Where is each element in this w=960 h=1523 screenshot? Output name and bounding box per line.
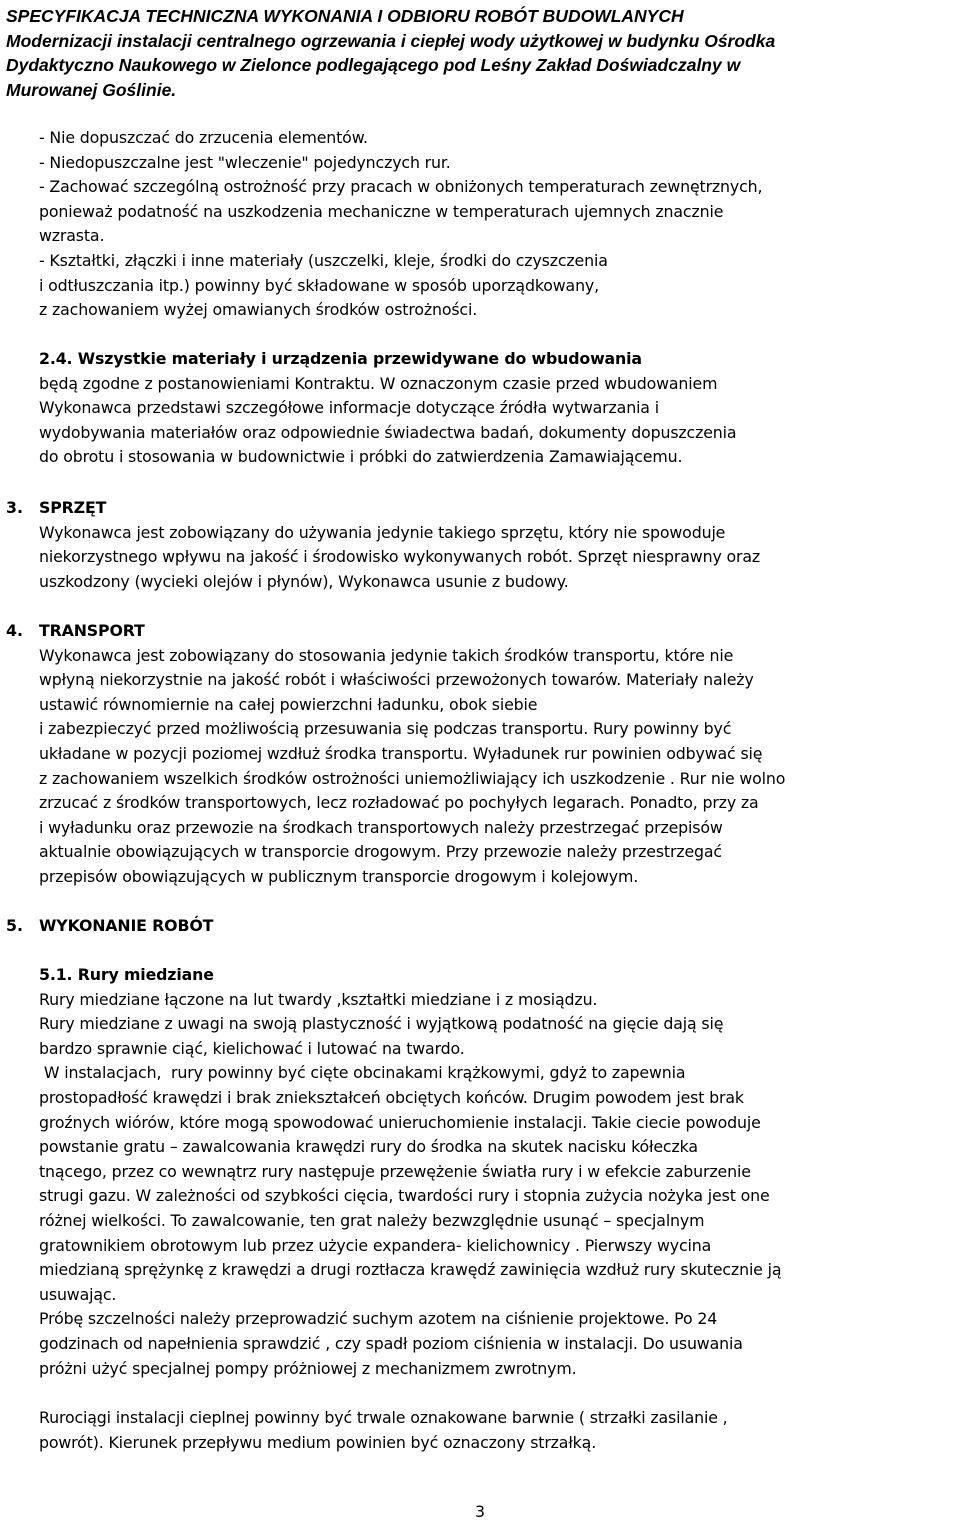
text-line: aktualnie obowiązujących w transporcie drogowym. Przy przewozie należy przestrzegać [39,842,722,862]
text-line: - Kształtki, złączki i inne materiały (uszczelki, kleje, środki do czyszczenia [39,250,608,270]
page-number: 3 [474,1502,486,1521]
section-3 [39,496,960,594]
section-3-number: 3. [6,498,23,517]
text-line: tnącego, przez co wewnątrz rury następuje przewężenie światła rury i w efekcie zaburzenie [39,1161,751,1181]
text-line: Próbę szczelności należy przeprowadzić suchym azotem na ciśnienie projektowe. Po 24 [39,1309,718,1329]
section-2-4 [39,347,960,470]
header-subtitle-line: Murowanej Goślinie. [6,79,177,100]
section-heading [39,347,960,372]
intro-paragraph [39,126,960,323]
text-line: i zabezpieczyć przed możliwością przesuwania się podczas transportu. Rury powinny być [39,719,732,739]
section-5-number: 5. [6,916,23,935]
section-title: SPRZĘT [39,498,107,517]
text-line: groźnych wiórów, które mogą spowodować unieruchomienie instalacji. Takie ciecie powoduje [39,1112,761,1132]
section-title: TRANSPORT [39,621,145,640]
text-line: Rury miedziane z uwagi na swoją plastyczność i wyjątkową podatność na gięcie dają się [39,1014,724,1034]
header-title: SPECYFIKACJA TECHNICZNA WYKONANIA I ODBIORU ROBÓT BUDOWLANYCH [6,6,684,26]
text-line: Wykonawca jest zobowiązany do stosowania jedynie takich środków transportu, które nie [39,645,734,665]
text-line: bardzo sprawnie ciąć, kielichować i lutować na twardo. [39,1038,465,1058]
document-header [6,4,936,102]
text-line: godzinach od napełnienia sprawdzić , czy spadł poziom ciśnienia w instalacji. Do usuwania [39,1333,743,1353]
text-line: wpłyną niekorzystnie na jakość robót i właściwości przewożonych towarów. Materiały należy [39,670,754,690]
text-line: Rury miedziane łączone na lut twardy ,kształtki miedziane i z mosiądzu. [39,989,598,1009]
section-number: 5.1. [39,965,73,984]
text-line: usuwając. [39,1284,117,1304]
text-line: uszkodzony (wycieki olejów i płynów), Wykonawca usunie z budowy. [39,571,569,591]
header-subtitle-line: Modernizacji instalacji centralnego ogrzewania i ciepłej wody użytkowej w budynku Ośrodka [6,30,776,51]
text-line: ponieważ podatność na uszkodzenia mechaniczne w temperaturach ujemnych znacznie [39,201,724,221]
text-line: zrzucać z środków transportowych, lecz rozładować po pochyłych legarach. Ponadto, przy za [39,793,759,813]
section-4-number: 4. [6,621,23,640]
text-line: układane w pozycji poziomej wzdłuż środka transportu. Wyładunek rur powinien odbywać się [39,743,763,763]
text-line: różnej wielkości. To zawalcowanie, ten grat należy bezwzględnie usunąć – specjalnym [39,1210,705,1230]
text-line: ustawić równomiernie na całej powierzchni ładunku, obok siebie [39,694,538,714]
text-line: wydobywania materiałów oraz odpowiednie świadectwa badań, dokumenty dopuszczenia [39,422,737,442]
text-line: z zachowaniem wyżej omawianych środków ostrożności. [39,300,478,320]
section-title: Wszystkie materiały i urządzenia przewidywane do wbudowania [77,349,642,368]
text-line: powstanie gratu – zawalcowania krawędzi rury do środka na skutek nacisku kółeczka [39,1137,698,1157]
text-line: z zachowaniem wszelkich środków ostrożności uniemożliwiający ich uszkodzenie . Rur nie wolno [39,768,786,788]
text-line: gratownikiem obrotowym lub przez użycie expandera- kielichownicy . Pierwszy wycina [39,1235,712,1255]
text-line: Wykonawca jest zobowiązany do używania jedynie takiego sprzętu, który nie spowoduje [39,522,726,542]
section-title: WYKONANIE ROBÓT [39,916,214,935]
text-line: - Niedopuszczalne jest "wleczenie" pojedynczych rur. [39,152,451,172]
text-line: i odtłuszczania itp.) powinny być składowane w sposób uporządkowany, [39,275,599,295]
section-number: 2.4. [39,349,73,368]
text-line: niekorzystnego wpływu na jakość i środowisko wykonywanych robót. Sprzęt niesprawny oraz [39,547,761,567]
text-line: będą zgodne z postanowieniami Kontraktu. W oznaczonym czasie przed wbudowaniem [39,373,718,393]
text-line: Rurociągi instalacji cieplnej powinny być trwale oznakowane barwnie ( strzałki zasilanie , [39,1408,728,1427]
section-5-1 [39,963,960,1381]
section-heading [39,963,960,988]
section-title: Rury miedziane [77,965,214,984]
header-subtitle-line: Dydaktyczno Naukowego w Zielonce podlegającego pod Leśny Zakład Doświadczalny w [6,55,741,75]
closing-paragraph [39,1406,960,1455]
text-line: próżni użyć specjalnej pompy próżniowej z mechanizmem zwrotnym. [39,1358,577,1378]
text-line: do obrotu i stosowania w budownictwie i próbki do zatwierdzenia Zamawiającemu. [39,447,683,467]
section-5 [39,914,960,939]
text-line: miedzianą sprężynkę z krawędzi a drugi roztłacza krawędź zawinięcia wzdłuż rury skutecznie ją [39,1260,782,1280]
section-4 [39,619,960,890]
text-line: - Nie dopuszczać do zrzucenia elementów. [39,128,368,147]
text-line: W instalacjach, rury powinny być cięte obcinakami krążkowymi, gdyż to zapewnia [39,1063,686,1083]
text-line: strugi gazu. W zależności od szybkości cięcia, twardości rury i stopnia zużycia nożyka jest one [39,1186,770,1206]
text-line: wzrasta. [39,226,105,246]
text-line: i wyładunku oraz przewozie na środkach transportowych należy przestrzegać przepisów [39,817,723,837]
text-line: Wykonawca przedstawi szczegółowe informacje dotyczące źródła wytwarzania i [39,398,659,418]
text-line: przepisów obowiązujących w publicznym transporcie drogowym i kolejowym. [39,866,639,886]
text-line: prostopadłość krawędzi i brak zniekształceń obciętych końców. Drugim powodem jest brak [39,1087,744,1107]
text-line: - Zachować szczególną ostrożność przy pracach w obniżonych temperaturach zewnętrznych, [39,177,763,197]
text-line: powrót). Kierunek przepływu medium powinien być oznaczony strzałką. [39,1432,597,1452]
